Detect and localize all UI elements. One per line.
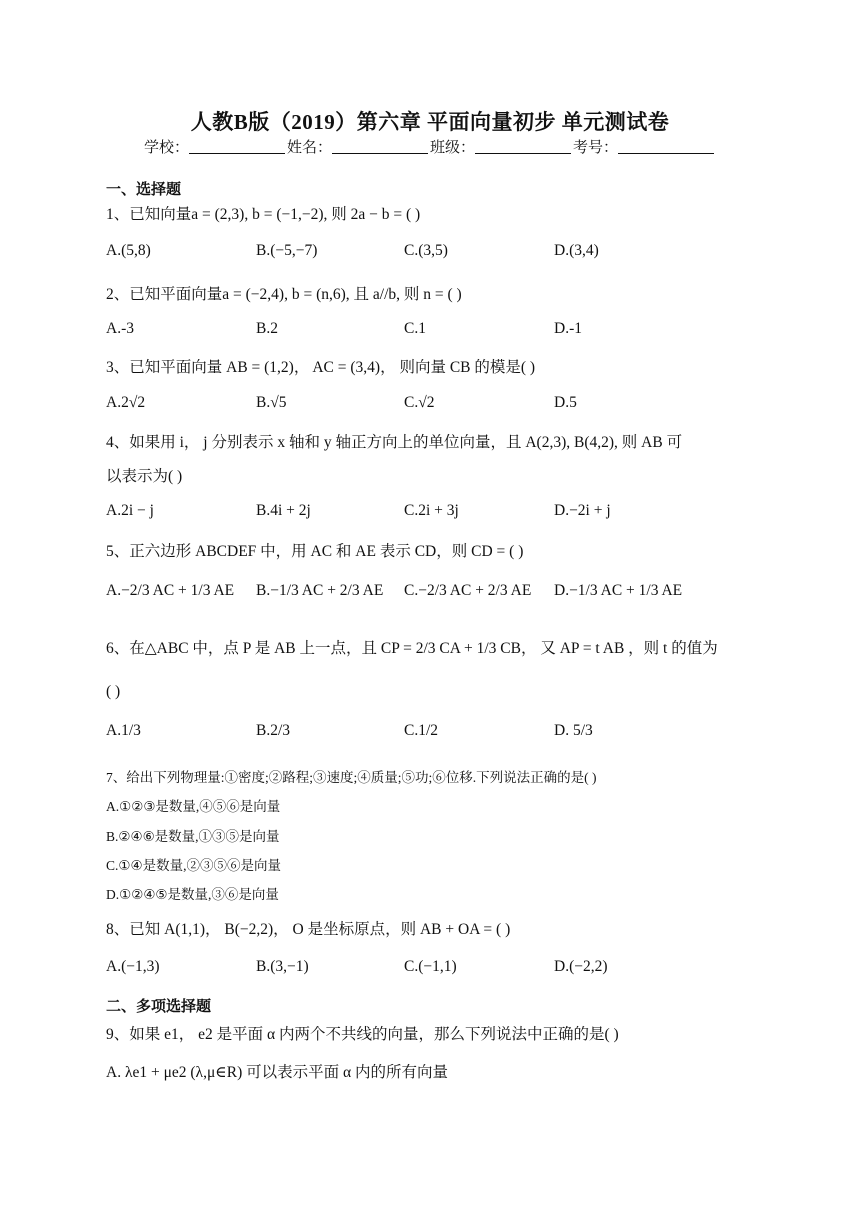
question-7: 7、给出下列物理量:①密度;②路程;③速度;④质量;⑤功;⑥位移.下列说法正确的是( ) — [106, 770, 597, 785]
question-6-line-1: 6、在△ABC 中，点 P 是 AB 上一点，且 CP = 2/3 CA + 1/3 CB， 又 AP = t AB ，则 t 的值为 — [106, 640, 718, 657]
section-heading-multi-choice: 二、多项选择题 — [106, 999, 212, 1015]
question-7-option-b[interactable]: B.②④⑥是数量,①③⑤是向量 — [106, 829, 280, 844]
question-2-option-b[interactable]: B.2 — [256, 320, 278, 337]
question-4-line-1: 4、如果用 i， j 分别表示 x 轴和 y 轴正方向上的单位向量，且 A(2,3), B(4,2), 则 AB 可 — [106, 434, 683, 451]
section-heading-single-choice: 一、选择题 — [106, 182, 182, 198]
question-7-option-d[interactable]: D.①②④⑤是数量,③⑥是向量 — [106, 887, 279, 902]
question-4-line-2: 以表示为( ) — [106, 468, 183, 485]
class-blank[interactable] — [475, 139, 571, 154]
question-3-option-c[interactable]: C.√2 — [404, 394, 435, 411]
question-8-option-b[interactable]: B.(3,−1) — [256, 958, 309, 975]
question-3-option-d[interactable]: D.5 — [554, 394, 577, 411]
question-5-option-a[interactable]: A.−2/3 AC + 1/3 AE — [106, 582, 235, 599]
exam-no-blank[interactable] — [618, 139, 714, 154]
page-title: 人教B版（2019）第六章 平面向量初步 单元测试卷 — [190, 110, 670, 134]
school-blank[interactable] — [189, 139, 285, 154]
question-9: 9、如果 e1， e2 是平面 α 内两个不共线的向量，那么下列说法中正确的是( ) — [106, 1026, 619, 1043]
question-2-option-c[interactable]: C.1 — [404, 320, 426, 337]
question-7-option-a[interactable]: A.①②③是数量,④⑤⑥是向量 — [106, 799, 281, 814]
question-8-option-d[interactable]: D.(−2,2) — [554, 958, 608, 975]
question-6-option-d[interactable]: D. 5/3 — [554, 722, 593, 739]
question-6-option-b[interactable]: B.2/3 — [256, 722, 291, 739]
exam-no-label: 考号： — [573, 140, 619, 156]
question-3: 3、已知平面向量 AB = (1,2)， AC = (3,4)， 则向量 CB 的模是( ) — [106, 359, 536, 376]
question-3-option-a[interactable]: A.2√2 — [106, 394, 146, 411]
question-7-option-c[interactable]: C.①④是数量,②③⑤⑥是向量 — [106, 858, 281, 873]
question-8-option-c[interactable]: C.(−1,1) — [404, 958, 457, 975]
question-5: 5、正六边形 ABCDEF 中，用 AC 和 AE 表示 CD，则 CD = ( ) — [106, 543, 524, 560]
name-blank[interactable] — [332, 139, 428, 154]
question-1-option-d[interactable]: D.(3,4) — [554, 242, 599, 259]
question-5-option-d[interactable]: D.−1/3 AC + 1/3 AE — [554, 582, 683, 599]
question-4-option-c[interactable]: C.2i + 3j — [404, 502, 459, 519]
question-2-expr: a = (−2,4), b = (n,6), 且 a//b, 则 n = ( ) — [222, 286, 462, 303]
question-8-option-a[interactable]: A.(−1,3) — [106, 958, 160, 975]
question-4-option-d[interactable]: D.−2i + j — [554, 502, 611, 519]
question-1-option-b[interactable]: B.(−5,−7) — [256, 242, 318, 259]
question-2 — [106, 282, 462, 304]
question-4-option-b[interactable]: B.4i + 2j — [256, 502, 311, 519]
name-label: 姓名： — [286, 140, 332, 156]
question-1-option-c[interactable]: C.(3,5) — [404, 242, 448, 259]
question-5-option-b[interactable]: B.−1/3 AC + 2/3 AE — [256, 582, 384, 599]
class-label: 班级： — [430, 140, 476, 156]
student-info-line — [0, 136, 860, 157]
question-4-option-a[interactable]: A.2i − j — [106, 502, 154, 519]
question-2-prefix: 2、已知平面向量 — [106, 286, 223, 303]
question-1-expr: a = (2,3), b = (−1,−2), 则 2a − b = ( ) — [191, 206, 421, 223]
question-6-option-c[interactable]: C.1/2 — [404, 722, 439, 739]
question-1 — [106, 202, 420, 224]
question-6-option-a[interactable]: A.1/3 — [106, 722, 141, 739]
question-8: 8、已知 A(1,1)， B(−2,2)， O 是坐标原点，则 AB + OA = ( ) — [106, 921, 511, 938]
question-1-option-a[interactable]: A.(5,8) — [106, 242, 151, 259]
school-label: 学校： — [143, 140, 189, 156]
question-3-option-b[interactable]: B.√5 — [256, 394, 287, 411]
question-2-option-d[interactable]: D.-1 — [554, 320, 582, 337]
question-1-prefix: 1、已知向量 — [106, 206, 192, 223]
question-5-option-c[interactable]: C.−2/3 AC + 2/3 AE — [404, 582, 532, 599]
question-2-option-a[interactable]: A.-3 — [106, 320, 134, 337]
question-6-line-2: ( ) — [106, 683, 121, 700]
question-9-option-a[interactable]: A. λe1 + μe2 (λ,μ∈R) 可以表示平面 α 内的所有向量 — [106, 1064, 448, 1081]
